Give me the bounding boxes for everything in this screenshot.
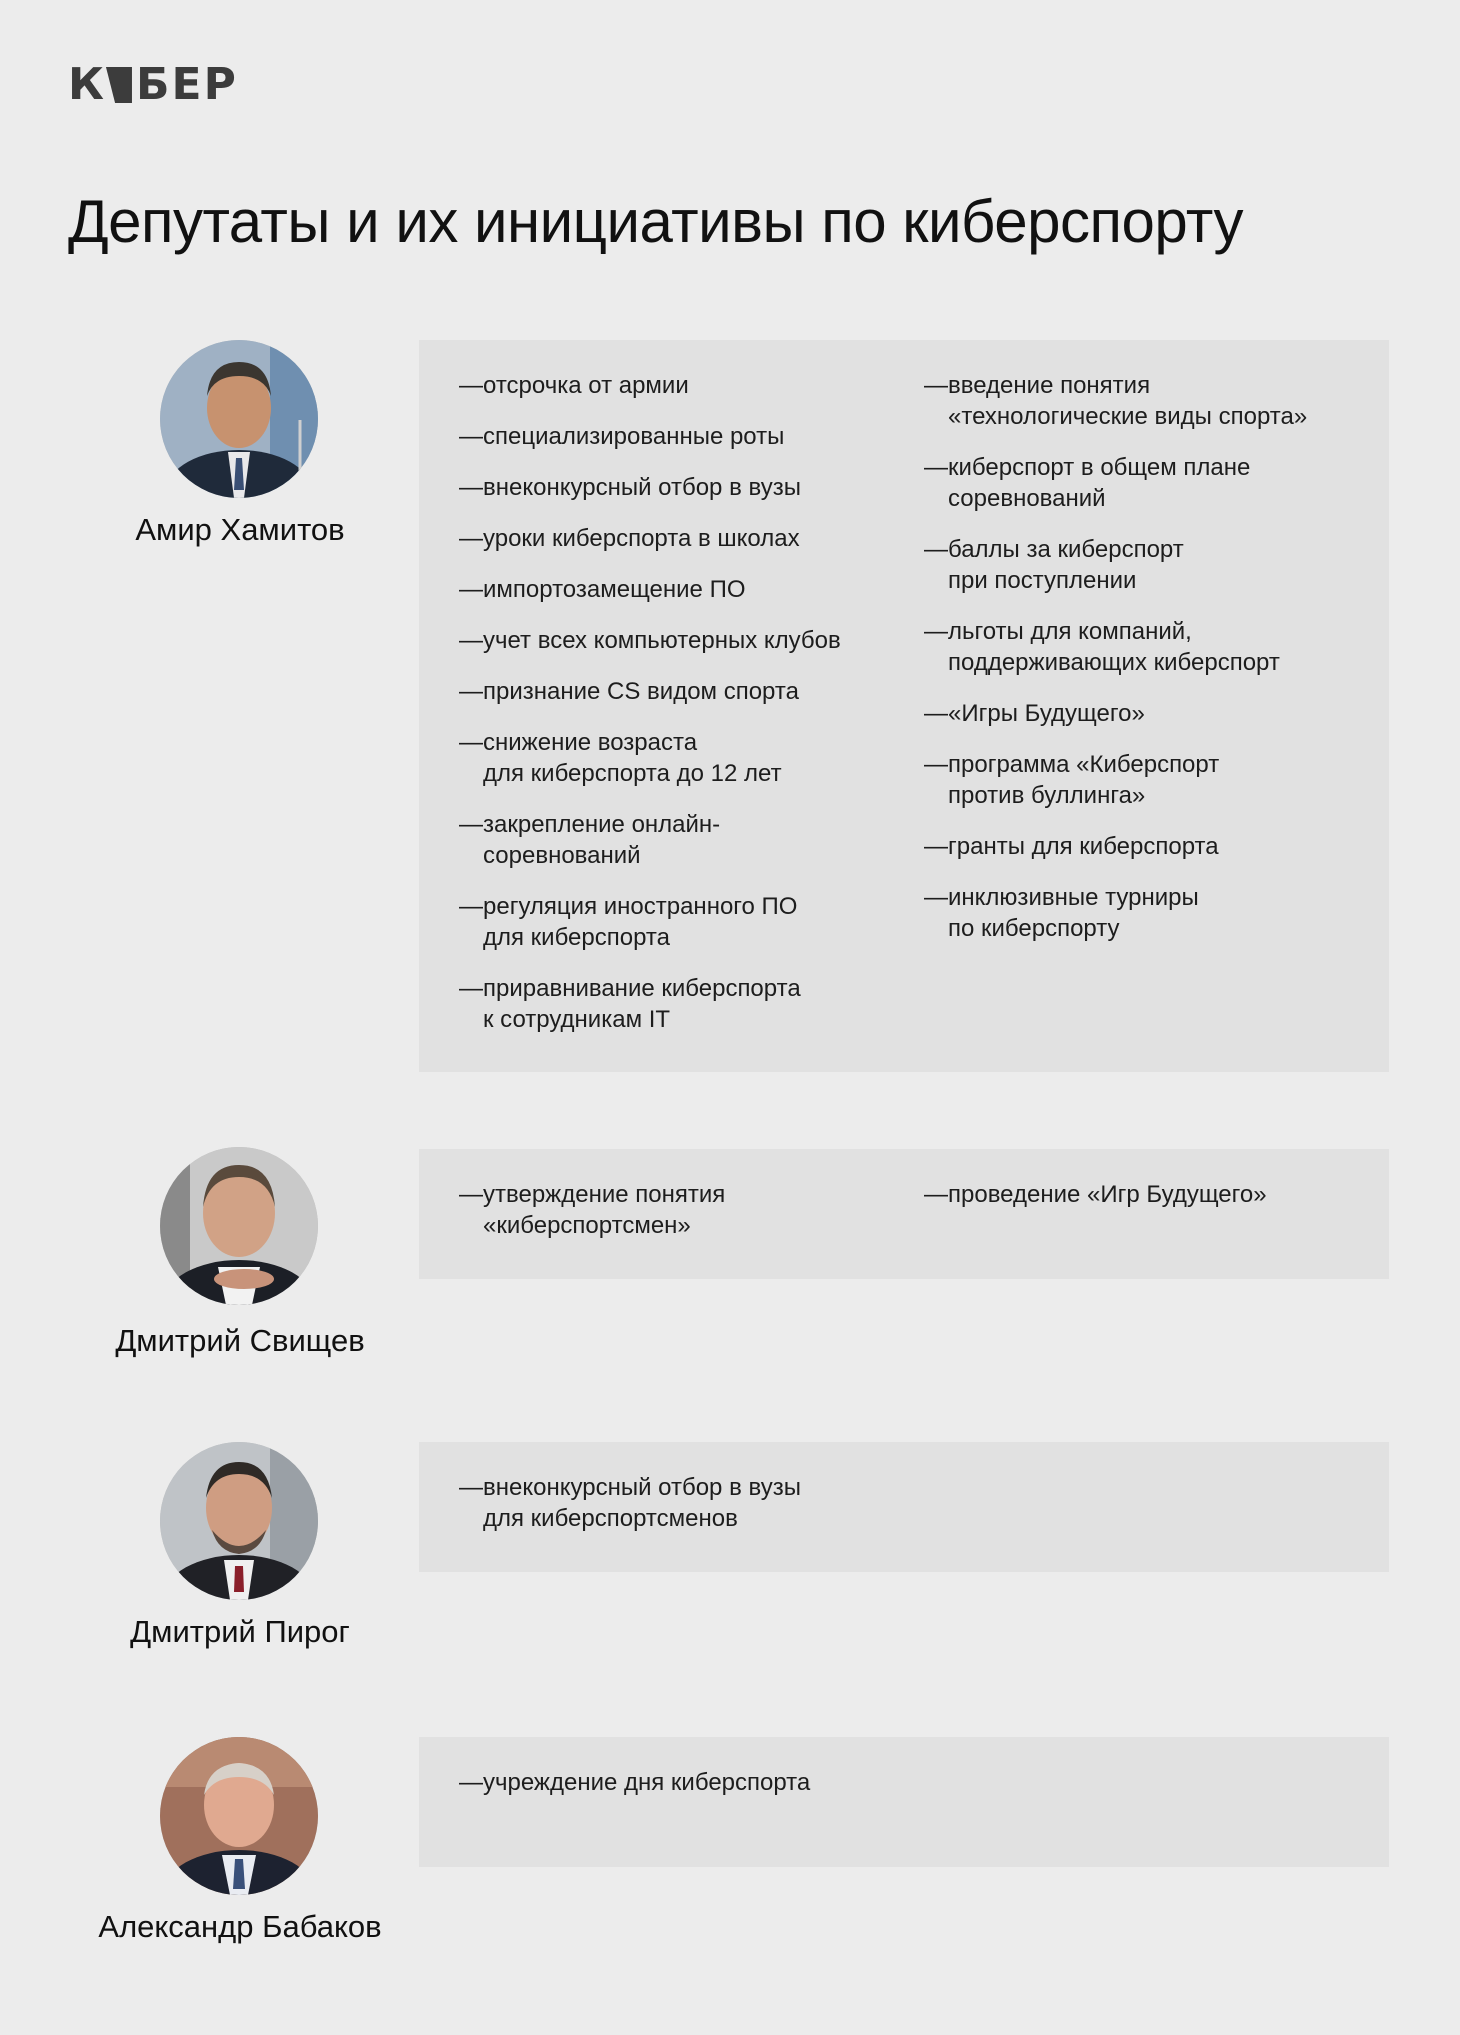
initiatives-panel (419, 1149, 1389, 1279)
portrait-dmitry-pirog-icon (160, 1442, 318, 1600)
initiative-item: — проведение «Игр Будущего» (924, 1179, 1364, 1210)
initiative-item: — инклюзивные турниры по киберспорту (924, 882, 1364, 944)
initiatives-list-left (459, 370, 899, 1055)
initiatives-list-right (924, 1179, 1364, 1230)
page-title: Депутаты и их инициативы по киберспорту (68, 188, 1244, 255)
initiative-item: — уроки киберспорта в школах (459, 523, 899, 554)
initiative-item: — утверждение понятия «киберспортсмен» (459, 1179, 899, 1241)
initiative-item: — гранты для киберспорта (924, 831, 1364, 862)
logo-letter-k: К (68, 59, 106, 110)
kiber-logo (68, 59, 238, 110)
logo-slash-mark (106, 67, 132, 103)
initiatives-list-left (459, 1767, 899, 1818)
initiative-item: — программа «Киберспорт против буллинга» (924, 749, 1364, 811)
initiative-item: — введение понятия «технологические виды спорта» (924, 370, 1364, 432)
initiative-item: — «Игры Будущего» (924, 698, 1364, 729)
deputy-name: Александр Бабаков (98, 1909, 382, 1944)
initiatives-list-left (459, 1472, 899, 1554)
initiative-item: — киберспорт в общем плане соревнований (924, 452, 1364, 514)
deputy-name: Амир Хамитов (135, 512, 345, 547)
logo-letters: БЕР (135, 59, 238, 110)
portrait-amir-khamitov-icon (160, 340, 318, 498)
portrait-alexander-babakov-icon (160, 1737, 318, 1895)
initiative-item: — регуляция иностранного ПО для киберспорта (459, 891, 899, 953)
avatar-alexander-babakov (160, 1737, 318, 1895)
initiative-item: — льготы для компаний, поддерживающих киберспорт (924, 616, 1364, 678)
avatar-dmitry-svishchev (160, 1147, 318, 1305)
initiative-item: — баллы за киберспорт при поступлении (924, 534, 1364, 596)
initiative-item: — импортозамещение ПО (459, 574, 899, 605)
initiative-item: — внеконкурсный отбор в вузы для киберспортсменов (459, 1472, 899, 1534)
initiatives-panel (419, 1737, 1389, 1867)
initiative-item: — приравнивание киберспорта к сотрудникам IT (459, 973, 899, 1035)
initiative-item: — учет всех компьютерных клубов (459, 625, 899, 656)
initiative-item: — признание CS видом спорта (459, 676, 899, 707)
initiatives-list-right (924, 370, 1364, 964)
initiatives-panel (419, 340, 1389, 1072)
initiative-item: — отсрочка от армии (459, 370, 899, 401)
avatar-dmitry-pirog (160, 1442, 318, 1600)
initiative-item: — снижение возраста для киберспорта до 12 лет (459, 727, 899, 789)
avatar-amir-khamitov (160, 340, 318, 498)
initiatives-panel (419, 1442, 1389, 1572)
initiative-item: — внеконкурсный отбор в вузы (459, 472, 899, 503)
deputy-name: Дмитрий Свищев (115, 1323, 365, 1358)
initiatives-list-left (459, 1179, 899, 1261)
initiative-item: — специализированные роты (459, 421, 899, 452)
initiative-item: — учреждение дня киберспорта (459, 1767, 899, 1798)
portrait-dmitry-svishchev-icon (160, 1147, 318, 1305)
deputy-name: Дмитрий Пирог (130, 1614, 350, 1649)
initiative-item: — закрепление онлайн- соревнований (459, 809, 899, 871)
